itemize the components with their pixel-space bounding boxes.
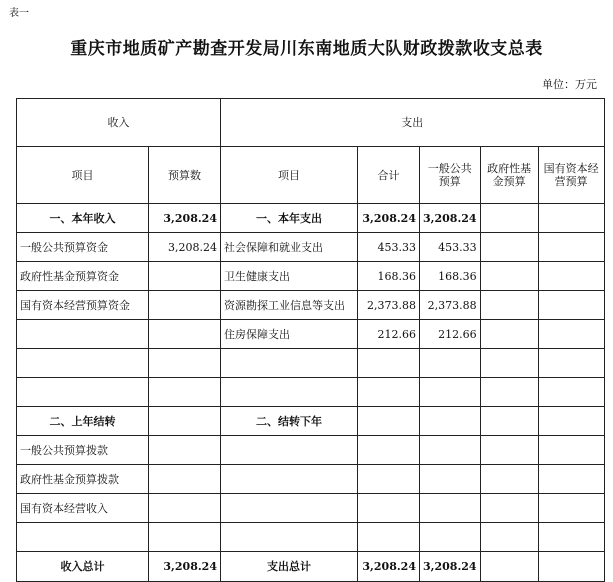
- income-budget-cell: [149, 407, 221, 436]
- income-budget-cell: [149, 523, 221, 552]
- income-item-cell: 政府性基金预算资金: [17, 262, 149, 291]
- table-row: [17, 436, 605, 465]
- gov-fund-budget-cell: [480, 262, 538, 291]
- state-capital-budget-cell: [538, 407, 604, 436]
- income-budget-cell: [149, 262, 221, 291]
- income-budget-header: 预算数: [149, 147, 221, 204]
- table-header-row-top: [17, 99, 605, 147]
- table-row: [17, 378, 605, 407]
- expense-total-cell: [358, 407, 420, 436]
- totals-row: [17, 552, 605, 582]
- state-capital-budget-cell: [538, 320, 604, 349]
- general-budget-cell: [420, 378, 481, 407]
- income-item-cell: [17, 320, 149, 349]
- general-budget-total: 3,208.24: [420, 552, 481, 582]
- budget-table: [16, 98, 605, 582]
- gov-fund-budget-cell: [480, 291, 538, 320]
- income-budget-cell: [149, 436, 221, 465]
- unit-label: 单位：万元: [542, 78, 597, 91]
- income-budget-cell: [149, 320, 221, 349]
- table-row: [17, 349, 605, 378]
- expense-item-cell: [221, 523, 358, 552]
- state-capital-budget-cell: [538, 494, 604, 523]
- expense-item-cell: [221, 349, 358, 378]
- gov-fund-budget-total: [480, 552, 538, 582]
- gov-fund-budget-cell: [480, 349, 538, 378]
- table-row: [17, 204, 605, 233]
- expense-total-cell: 2,373.88: [358, 291, 420, 320]
- general-budget-cell: 212.66: [420, 320, 481, 349]
- expense-total-header: 合计: [358, 147, 420, 204]
- income-budget-cell: 3,208.24: [149, 233, 221, 262]
- table-row: [17, 291, 605, 320]
- gov-fund-budget-header: 政府性基金预算: [480, 147, 538, 204]
- expense-total-cell: [358, 378, 420, 407]
- expense-item-cell: 卫生健康支出: [221, 262, 358, 291]
- income-budget-cell: [149, 349, 221, 378]
- expense-item-header: 项目: [221, 147, 358, 204]
- table-header-row: [17, 147, 605, 204]
- expense-total-cell: [358, 523, 420, 552]
- income-budget-cell: 3,208.24: [149, 204, 221, 233]
- income-budget-cell: [149, 494, 221, 523]
- state-capital-budget-cell: [538, 204, 604, 233]
- general-budget-cell: [420, 407, 481, 436]
- gov-fund-budget-cell: [480, 233, 538, 262]
- expense-total-cell: 453.33: [358, 233, 420, 262]
- table-row: [17, 262, 605, 291]
- expense-item-cell: [221, 436, 358, 465]
- income-item-cell: 国有资本经营预算资金: [17, 291, 149, 320]
- income-item-cell: [17, 378, 149, 407]
- gov-fund-budget-cell: [480, 378, 538, 407]
- general-budget-cell: [420, 523, 481, 552]
- income-item-header: 项目: [17, 147, 149, 204]
- gov-fund-budget-cell: [480, 523, 538, 552]
- document-title: 重庆市地质矿产勘查开发局川东南地质大队财政拨款收支总表: [70, 39, 543, 59]
- expense-total-cell: [358, 494, 420, 523]
- income-total-value: 3,208.24: [149, 552, 221, 582]
- expense-item-cell: 一、本年支出: [221, 204, 358, 233]
- general-budget-header: 一般公共预算: [420, 147, 481, 204]
- table-row: [17, 523, 605, 552]
- general-budget-cell: 2,373.88: [420, 291, 481, 320]
- table-row: [17, 465, 605, 494]
- income-item-cell: [17, 349, 149, 378]
- general-budget-cell: 3,208.24: [420, 204, 481, 233]
- expense-total-cell: 212.66: [358, 320, 420, 349]
- state-capital-budget-cell: [538, 349, 604, 378]
- state-capital-budget-cell: [538, 291, 604, 320]
- income-budget-cell: [149, 465, 221, 494]
- general-budget-cell: [420, 494, 481, 523]
- state-capital-budget-cell: [538, 262, 604, 291]
- document-label: 表一: [9, 8, 29, 19]
- expense-item-cell: [221, 494, 358, 523]
- gov-fund-budget-cell: [480, 320, 538, 349]
- state-capital-budget-cell: [538, 378, 604, 407]
- gov-fund-budget-cell: [480, 204, 538, 233]
- general-budget-cell: [420, 436, 481, 465]
- expense-total-cell: [358, 349, 420, 378]
- income-item-cell: 二、上年结转: [17, 407, 149, 436]
- expense-total-cell: [358, 436, 420, 465]
- gov-fund-budget-cell: [480, 407, 538, 436]
- table-row: [17, 233, 605, 262]
- income-total-label: 收入总计: [17, 552, 149, 582]
- expense-item-cell: [221, 378, 358, 407]
- expense-item-cell: 二、结转下年: [221, 407, 358, 436]
- gov-fund-budget-cell: [480, 436, 538, 465]
- general-budget-cell: [420, 465, 481, 494]
- general-budget-cell: 453.33: [420, 233, 481, 262]
- income-item-cell: [17, 523, 149, 552]
- state-capital-budget-cell: [538, 436, 604, 465]
- income-budget-cell: [149, 291, 221, 320]
- expense-total-value: 3,208.24: [358, 552, 420, 582]
- state-capital-budget-cell: [538, 523, 604, 552]
- expense-item-cell: 住房保障支出: [221, 320, 358, 349]
- income-item-cell: 一般公共预算资金: [17, 233, 149, 262]
- general-budget-cell: 168.36: [420, 262, 481, 291]
- expense-total-cell: 3,208.24: [358, 204, 420, 233]
- expense-item-cell: [221, 465, 358, 494]
- income-header: 收入: [17, 99, 221, 147]
- general-budget-cell: [420, 349, 481, 378]
- state-capital-budget-cell: [538, 465, 604, 494]
- income-item-cell: 政府性基金预算拨款: [17, 465, 149, 494]
- expense-total-cell: 168.36: [358, 262, 420, 291]
- expense-total-label: 支出总计: [221, 552, 358, 582]
- income-budget-cell: [149, 378, 221, 407]
- income-item-cell: 一、本年收入: [17, 204, 149, 233]
- table-row: [17, 494, 605, 523]
- state-capital-budget-header: 国有资本经营预算: [538, 147, 604, 204]
- income-item-cell: 一般公共预算拨款: [17, 436, 149, 465]
- expense-item-cell: 资源勘探工业信息等支出: [221, 291, 358, 320]
- table-row: [17, 407, 605, 436]
- expense-item-cell: 社会保障和就业支出: [221, 233, 358, 262]
- table-row: [17, 320, 605, 349]
- expense-header: 支出: [221, 99, 605, 147]
- gov-fund-budget-cell: [480, 465, 538, 494]
- income-item-cell: 国有资本经营收入: [17, 494, 149, 523]
- state-capital-budget-total: [538, 552, 604, 582]
- state-capital-budget-cell: [538, 233, 604, 262]
- expense-total-cell: [358, 465, 420, 494]
- gov-fund-budget-cell: [480, 494, 538, 523]
